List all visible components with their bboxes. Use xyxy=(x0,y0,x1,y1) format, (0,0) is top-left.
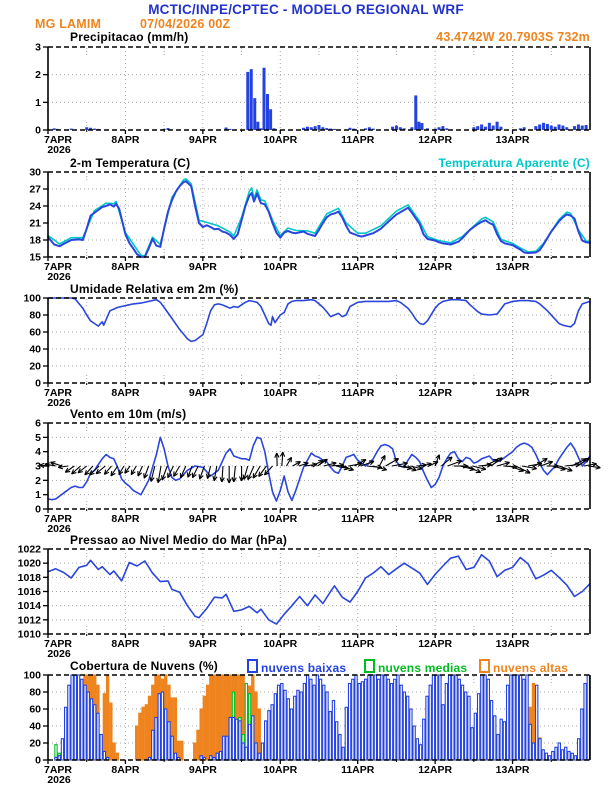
svg-text:10APR: 10APR xyxy=(263,638,298,650)
nuvens-baixas-label: nuvens baixas xyxy=(261,661,347,675)
svg-text:2026: 2026 xyxy=(47,271,71,283)
svg-text:11APR: 11APR xyxy=(341,764,375,776)
svg-text:13APR: 13APR xyxy=(495,638,530,650)
panel-0 xyxy=(35,42,590,157)
panel-3 xyxy=(35,418,600,536)
svg-text:60: 60 xyxy=(29,326,41,339)
svg-text:9APR: 9APR xyxy=(188,764,217,776)
svg-text:1018: 1018 xyxy=(17,571,41,584)
pressure-title: Pressao ao Nivel Medio do Mar (hPa) xyxy=(70,533,288,547)
svg-text:9APR: 9APR xyxy=(188,638,217,650)
svg-text:12APR: 12APR xyxy=(418,387,453,399)
panel-5 xyxy=(23,670,590,787)
svg-text:2026: 2026 xyxy=(47,144,71,156)
svg-text:40: 40 xyxy=(29,720,41,733)
temperature-title: 2-m Temperatura (C) xyxy=(70,156,191,170)
svg-text:5: 5 xyxy=(35,431,41,444)
svg-text:1: 1 xyxy=(35,489,41,502)
svg-text:12APR: 12APR xyxy=(418,513,453,525)
humidity-title: Umidade Relativa em 2m (%) xyxy=(70,282,239,296)
svg-text:12APR: 12APR xyxy=(418,134,453,146)
svg-text:24: 24 xyxy=(29,200,41,213)
svg-text:10APR: 10APR xyxy=(263,513,298,525)
svg-text:20: 20 xyxy=(29,737,41,750)
svg-text:9APR: 9APR xyxy=(188,513,217,525)
svg-text:9APR: 9APR xyxy=(188,134,217,146)
svg-text:2026: 2026 xyxy=(47,774,71,786)
panel-2 xyxy=(23,293,590,410)
apparent-temperature-label: Temperatura Aparente (C) xyxy=(438,156,590,170)
svg-text:8APR: 8APR xyxy=(111,261,140,273)
precipitation-title: Precipitacao (mm/h) xyxy=(70,30,189,44)
svg-text:8APR: 8APR xyxy=(111,387,140,399)
nuvens-medias-label: nuvens medias xyxy=(378,661,468,675)
wind-title: Vento em 10m (m/s) xyxy=(70,407,187,421)
svg-text:3: 3 xyxy=(35,41,41,54)
panel-4 xyxy=(18,544,590,661)
svg-text:12APR: 12APR xyxy=(418,638,453,650)
svg-text:8APR: 8APR xyxy=(111,513,140,525)
svg-text:100: 100 xyxy=(23,292,41,305)
svg-text:1012: 1012 xyxy=(17,614,41,627)
svg-text:60: 60 xyxy=(29,703,41,716)
svg-text:7APR: 7APR xyxy=(43,513,73,525)
station-name: MG LAMIM xyxy=(35,17,102,31)
svg-text:7APR: 7APR xyxy=(43,261,73,273)
svg-text:0: 0 xyxy=(35,503,41,516)
svg-text:2026: 2026 xyxy=(47,397,71,409)
svg-text:1: 1 xyxy=(35,96,41,109)
svg-text:1014: 1014 xyxy=(17,600,41,613)
svg-text:11APR: 11APR xyxy=(341,638,375,650)
svg-text:2: 2 xyxy=(35,474,41,487)
svg-text:20: 20 xyxy=(29,360,41,373)
svg-text:2026: 2026 xyxy=(47,648,71,660)
svg-text:9APR: 9APR xyxy=(188,261,217,273)
svg-text:9APR: 9APR xyxy=(188,387,217,399)
svg-text:2: 2 xyxy=(35,69,41,82)
svg-text:1016: 1016 xyxy=(17,586,41,598)
svg-text:15: 15 xyxy=(29,251,41,264)
svg-text:40: 40 xyxy=(29,343,41,356)
nuvens-altas-label: nuvens altas xyxy=(493,661,569,675)
svg-text:21: 21 xyxy=(29,217,41,230)
svg-text:7APR: 7APR xyxy=(43,638,73,650)
svg-text:13APR: 13APR xyxy=(495,134,530,146)
svg-text:100: 100 xyxy=(23,669,41,682)
svg-text:13APR: 13APR xyxy=(495,764,530,776)
svg-text:2026: 2026 xyxy=(47,523,71,535)
panel-1 xyxy=(29,167,590,284)
cloud-cover-title: Cobertura de Nuvens (%) xyxy=(70,659,218,673)
svg-text:13APR: 13APR xyxy=(495,261,530,273)
svg-text:12APR: 12APR xyxy=(418,261,453,273)
svg-text:80: 80 xyxy=(29,309,41,322)
svg-text:13APR: 13APR xyxy=(495,387,530,399)
svg-text:7APR: 7APR xyxy=(43,134,73,146)
svg-text:3: 3 xyxy=(35,460,41,473)
svg-text:12APR: 12APR xyxy=(418,764,453,776)
svg-text:6: 6 xyxy=(35,417,41,430)
svg-text:1020: 1020 xyxy=(17,557,41,570)
svg-text:1010: 1010 xyxy=(17,628,41,641)
svg-text:10APR: 10APR xyxy=(263,764,298,776)
run-datetime: 07/04/2026 00Z xyxy=(140,17,231,31)
svg-text:10APR: 10APR xyxy=(263,134,298,146)
svg-text:11APR: 11APR xyxy=(341,387,375,399)
svg-text:0: 0 xyxy=(35,124,41,137)
svg-text:11APR: 11APR xyxy=(341,513,375,525)
svg-text:10APR: 10APR xyxy=(263,261,298,273)
svg-text:7APR: 7APR xyxy=(43,764,73,776)
svg-text:4: 4 xyxy=(35,446,41,459)
model-title: MCTIC/INPE/CPTEC - MODELO REGIONAL WRF xyxy=(148,2,464,17)
svg-text:8APR: 8APR xyxy=(111,764,140,776)
svg-text:8APR: 8APR xyxy=(111,638,140,650)
svg-text:11APR: 11APR xyxy=(341,261,375,273)
location-coordinates: 43.4742W 20.7903S 732m xyxy=(436,30,590,44)
svg-text:0: 0 xyxy=(35,754,41,767)
svg-text:7APR: 7APR xyxy=(43,387,73,399)
svg-text:27: 27 xyxy=(29,183,41,196)
svg-text:10APR: 10APR xyxy=(263,387,298,399)
svg-text:8APR: 8APR xyxy=(111,134,140,146)
svg-text:0: 0 xyxy=(35,377,41,390)
svg-text:18: 18 xyxy=(29,234,41,247)
svg-text:80: 80 xyxy=(29,686,41,699)
svg-text:11APR: 11APR xyxy=(341,134,375,146)
svg-text:13APR: 13APR xyxy=(495,513,530,525)
svg-text:30: 30 xyxy=(29,166,41,179)
svg-text:1022: 1022 xyxy=(17,543,41,556)
